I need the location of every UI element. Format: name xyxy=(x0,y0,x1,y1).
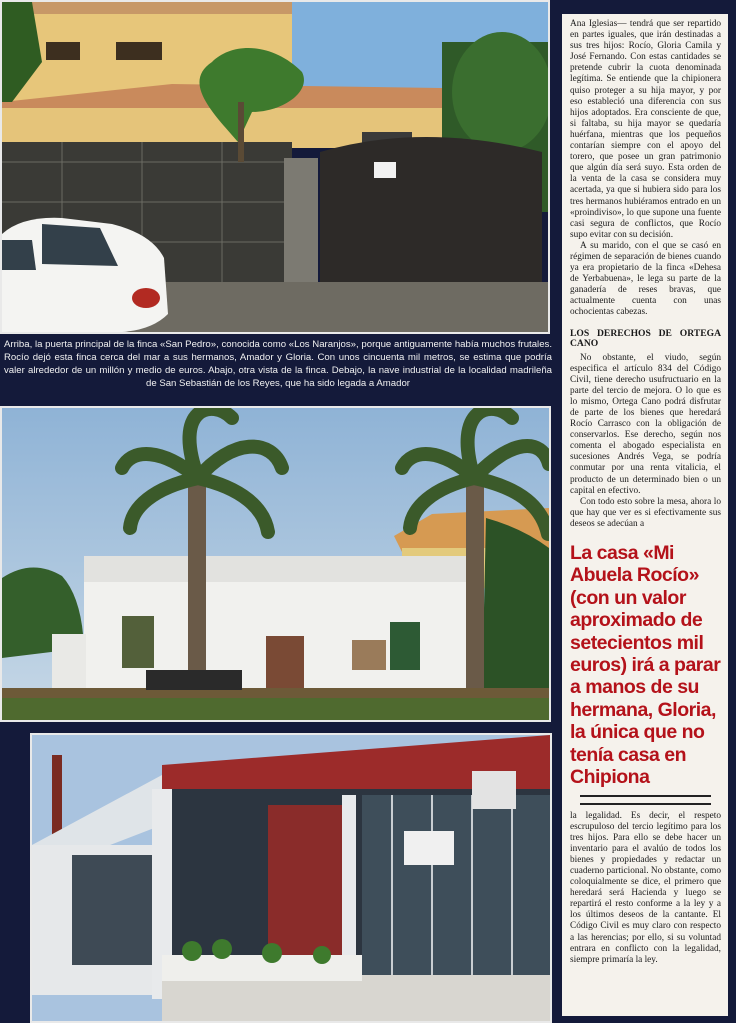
quote-divider xyxy=(580,795,711,805)
section-heading: LOS DERECHOS DE ORTEGA CANO xyxy=(570,327,721,350)
article-paragraph: la legalidad. Es decir, el respeto escrupuloso del tercio legítimo para los tres hijos. Para ello se debe hacer un inventario para el avalúo de todos los bienes y propiedades y redactar un cuaderno particional. No obstante, como coloquialmente se dice, el primero que heredará será Hacienda y luego se repartirá el resto conforme a la ley y a los últimos deseos de la cantante. El Código Civil es muy claro con respecto a las herencias; por ello, si su voluntad entrara en conflicto con la legalidad, siempre primaría la ley. xyxy=(570,810,721,965)
photo-caption: Arriba, la puerta principal de la finca «San Pedro», conocida como «Los Naranjos», porque antiguamente había muchos frutales. Rocío dejó esta finca cerca del mar a sus hermanos, Amador y Gloria. Con unos cincuenta mil metros, se estima que podría valer alrededor de un millón y medio de euros. Abajo, otra vista de la finca. Debajo, la nave industrial de la localidad madrileña de San Sebastián de los Reyes, que ha sido legada a Amador xyxy=(4,339,552,389)
article-paragraph: A su marido, con el que se casó en régimen de separación de bienes cuando ya era propietario de la finca «Dehesa de Yerbabuena», le lega su parte de la ganadería de reses bravas, que actualmente cuenta con unas ochocientas cabezas. xyxy=(570,240,721,318)
article-paragraph: Ana Iglesias— tendrá que ser repartido en partes iguales, que irán destinadas a sus tres hijos: Rocío, Gloria Camila y José Fernando. Con estas cantidades se pretende cubrir la cuota denominada legítima. Se entiende que la chipionera quiso proteger a su hija mayor, y por eso estableció una diferencia con sus hijos adoptados. Era consciente de que, si faltaba, su hija mayor se quedaría huérfana, mientras que los pequeños contarían siempre con el apoyo del torero, que posee un gran patrimonio que algún día será suyo. Esta orden de la venta de la casa se considera muy acertada, ya que si hubiera sido para los tres hermanos hubiéramos entrado en un «proindiviso», lo que supone una fuente casi segura de conflictos, que Rocío supo evitar con su decisión. xyxy=(570,19,721,240)
pull-quote: La casa «Mi Abuela Rocío» (con un valor aproximado de setecientos mil euros) irá a parar a manos de su hermana, Gloria, la única que no tenía casa en Chipiona xyxy=(570,542,721,789)
photo-finca-view xyxy=(0,406,551,722)
photo-finca-gate xyxy=(0,0,550,334)
article-column xyxy=(562,14,728,1016)
article-paragraph: Con todo esto sobre la mesa, ahora lo que hay que ver es si efectivamente sus deseos se adecúan a xyxy=(570,496,721,529)
photo-nave-industrial xyxy=(30,733,552,1023)
article-paragraph: No obstante, el viudo, según especifica el artículo 834 del Código Civil, tiene derecho usufructuario en la parte del tercio de mejora. O lo que es lo mismo, Ortega Cano podrá disfrutar de parte de los bienes que heredará Rocío Carrasco con la obligación de conservarlos. Ese derecho, según nos comenta el abogado especialista en sucesiones Andrés Vega, se podría conmutar por una renta vitalicia, el producto de un determinado bien o un capital en efectivo. xyxy=(570,352,721,496)
